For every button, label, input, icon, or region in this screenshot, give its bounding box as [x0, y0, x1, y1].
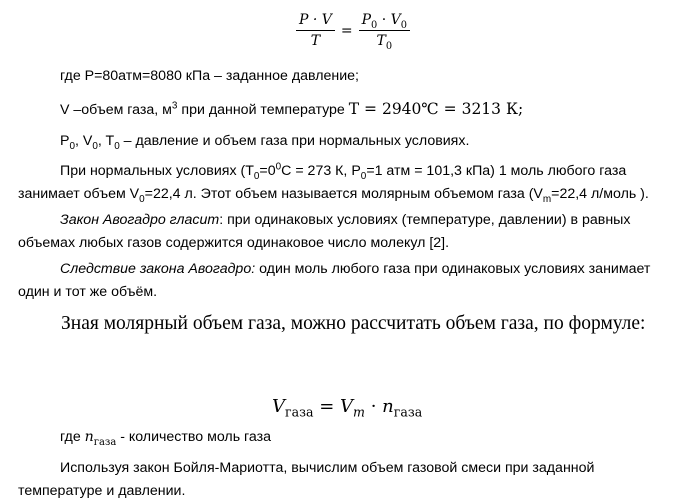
- lhs-numerator: P · V: [296, 12, 335, 31]
- equals-sign: =: [340, 22, 353, 39]
- nc-text-3: C = 273 К, P: [281, 163, 361, 179]
- temperature-value: T = 2940℃ = 3213 К;: [348, 100, 524, 118]
- t0-label: , T: [97, 133, 115, 149]
- p0-subscript: 0: [371, 19, 378, 31]
- rhs-denominator: [376, 31, 393, 52]
- nc-text-2: =0: [259, 163, 276, 179]
- normal-params-text: – давление и объем газа при нормальных условиях.: [119, 133, 470, 149]
- nc-sub-1: 0: [253, 170, 260, 182]
- avogadro-law-text: : при одинаковых условиях (температуре, давлении) в равных объемах любых газов содержится одинаковое число молекул [2].: [18, 212, 631, 251]
- lhs-denominator: T: [310, 33, 321, 49]
- moles-text-2: - количество моль газа: [116, 429, 272, 445]
- text-line-normal-params: [60, 133, 470, 152]
- rhs-fraction: [359, 12, 410, 52]
- nc-sub-2: 0: [360, 170, 367, 182]
- nc-sup: 0: [275, 161, 282, 173]
- rhs-numerator: [359, 12, 410, 31]
- v0-sub: 0: [92, 140, 98, 152]
- cube-superscript: 3: [171, 100, 178, 112]
- t0-sub: 0: [114, 140, 120, 152]
- temperature-text: при данной температуре: [177, 102, 349, 118]
- n-gas-symbol: n: [382, 396, 394, 417]
- text-line-volume: [60, 100, 523, 118]
- volume-text: V –объем газа, м: [60, 102, 172, 118]
- v-gas-subscript: газа: [285, 404, 314, 420]
- v0-symbol: V: [390, 12, 401, 28]
- vm-symbol: V: [340, 396, 354, 417]
- nc-text-1: При нормальных условиях (T: [60, 163, 254, 179]
- nc-text-4: =1 атм = 101,3 кПа) 1 моль любого газа занимает объем V: [18, 163, 627, 202]
- paragraph-normal-conditions: [18, 160, 663, 206]
- formula2-dot: ·: [364, 396, 383, 417]
- t0-subscript: 0: [385, 40, 393, 52]
- paragraph-boyle-mariotte: Используя закон Бойля-Мариотта, вычислим объем газовой смеси при заданной температуре и давлении.: [18, 460, 595, 499]
- p0-symbol: P: [361, 12, 372, 28]
- nc-sub-3: 0: [139, 193, 145, 205]
- n-gas-subscript: газа: [393, 404, 423, 420]
- dot-operator: ·: [377, 12, 391, 28]
- vm-subscript: m: [353, 404, 365, 420]
- p0-label: P: [60, 133, 70, 149]
- nc-text-5: =22,4 л. Этот объем называется молярным объемом газа (V: [144, 186, 543, 202]
- nc-sub-4: m: [542, 193, 552, 205]
- formula2-equals: =: [313, 396, 341, 417]
- paragraph-avogadro-law: [18, 209, 663, 255]
- moles-text-1: где: [60, 429, 85, 445]
- avogadro-corollary-text: один моль любого газа при одинаковых условиях занимает один и тот же объём.: [18, 261, 651, 300]
- molar-volume-formula: [272, 396, 423, 420]
- nc-text-6: =22,4 л/моль ).: [551, 186, 649, 202]
- text-line-moles: [60, 429, 272, 448]
- v-gas-symbol: V: [272, 396, 285, 417]
- paragraph-avogadro-corollary: [18, 258, 663, 304]
- text-line-pressure: где P=80атм=8080 кПа – заданное давление;: [60, 68, 359, 84]
- avogadro-law-title: Закон Авогадро гласит: [60, 212, 220, 228]
- moles-n-subscript: газа: [93, 436, 117, 448]
- avogadro-corollary-title: Следствие закона Авогадро:: [60, 261, 256, 277]
- ideal-gas-formula: [296, 12, 410, 52]
- lhs-fraction: [296, 12, 335, 49]
- molar-volume-intro: Зная молярный объем газа, можно рассчитать объем газа, по формуле:: [61, 313, 646, 334]
- p0-sub: 0: [69, 140, 75, 152]
- t0-symbol: T: [376, 33, 386, 49]
- v0-subscript: 0: [400, 19, 407, 31]
- v0-label: , V: [75, 133, 93, 149]
- moles-n-symbol: n: [84, 429, 94, 445]
